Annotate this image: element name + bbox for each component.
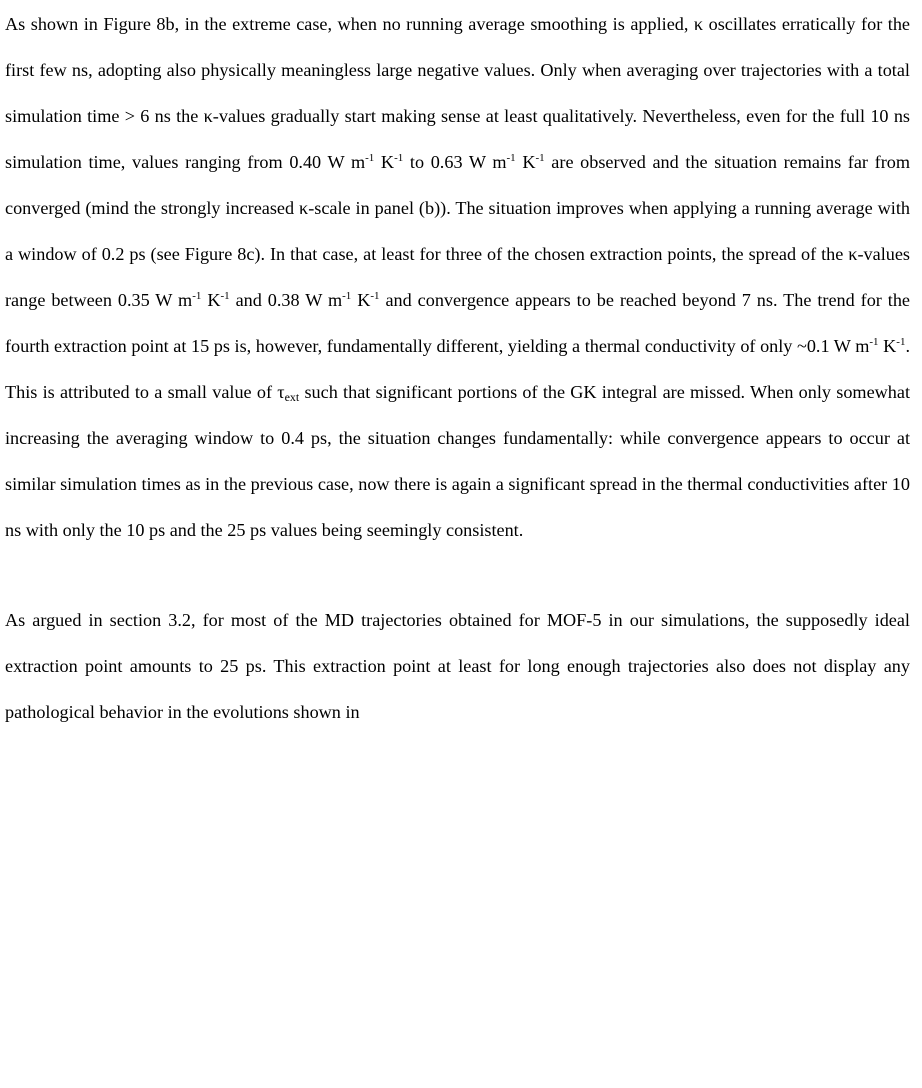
text-run: such that significant portions of the GK integral are missed. When only somewhat increasing the averaging window to 0.4 ps, the situation changes fundamentally: while convergence appears to occur at similar simulation times as in the previous case, now there is again a significant spread in the thermal conductivities after 10 ns with only the 10 ps and the 25 ps values being seemingly consistent. xyxy=(5,382,910,540)
superscript: -1 xyxy=(869,336,879,348)
paragraph-convergence-discussion xyxy=(5,0,910,553)
superscript: -1 xyxy=(394,152,404,164)
superscript: -1 xyxy=(370,290,380,302)
text-run: As shown in Figure 8b, in the extreme case, when no running average smoothing is applied, κ oscillates erratically for the first few ns, adopting also physically meaningless large negative values. Only when averaging over trajectories with a total simulation time > 6 ns the κ-values gradually start making sense at least qualitatively. Nevertheless, even for the full 10 ns simulation time, values ranging from 0.40 W m xyxy=(5,14,910,172)
text-run: to 0.63 W m xyxy=(403,152,507,172)
superscript: -1 xyxy=(896,336,906,348)
text-run: and convergence appears to be reached beyond 7 ns. The trend for the fourth extraction point at 15 ps is, however, fundamentally different, yielding a thermal conductivity of only ~0.1 W m xyxy=(5,290,911,356)
text-run: K xyxy=(878,336,897,356)
text-run: K xyxy=(374,152,395,172)
text-run: . This is attributed to a small value of τ xyxy=(5,336,910,402)
subscript: ext xyxy=(284,390,300,404)
text-run: and 0.38 W m xyxy=(229,290,343,310)
superscript: -1 xyxy=(535,152,545,164)
document-page xyxy=(5,0,910,735)
superscript: -1 xyxy=(365,152,375,164)
superscript: -1 xyxy=(506,152,516,164)
paragraph-extraction-point xyxy=(5,597,910,735)
text-run: are observed and the situation remains far from converged (mind the strongly increased κ-scale in panel (b)). The situation improves when applying a running average with a window of 0.2 ps (see Figure 8c). In that case, at least for three of the chosen extraction points, the spread of the κ-values range between 0.35 W m xyxy=(5,152,910,310)
superscript: -1 xyxy=(342,290,352,302)
text-run: K xyxy=(201,290,221,310)
text-run: K xyxy=(515,152,536,172)
superscript: -1 xyxy=(192,290,202,302)
superscript: -1 xyxy=(220,290,230,302)
text-run: As argued in section 3.2, for most of the MD trajectories obtained for MOF-5 in our simulations, the supposedly ideal extraction point amounts to 25 ps. This extraction point at least for long enough trajectories also does not display any pathological behavior in the evolutions shown in xyxy=(5,610,910,722)
text-run: K xyxy=(351,290,371,310)
